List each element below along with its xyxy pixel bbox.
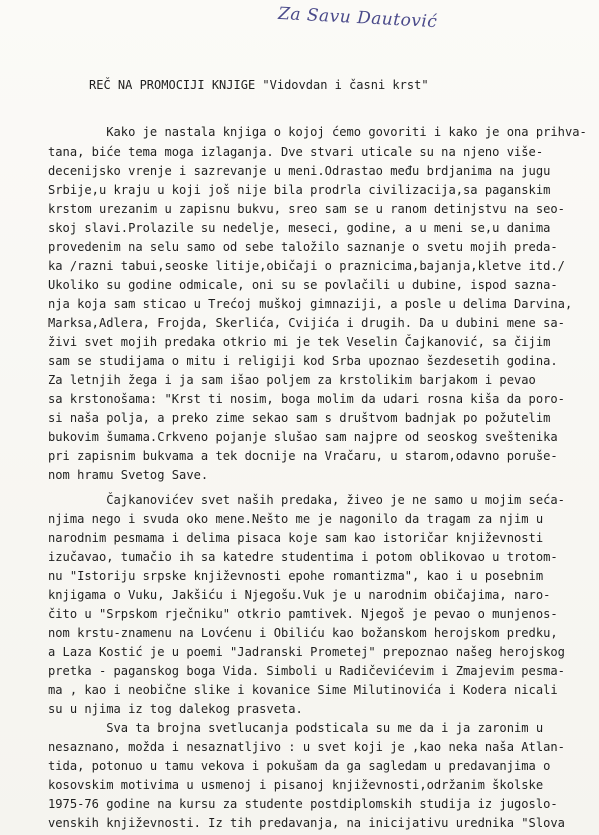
text-line: Čajkanovićev svet naših predaka, živeo je ne samo u mojim seća- [48,493,565,507]
text-line: Marksa,Adlera, Frojda, Skerlića, Cvijića i drugih. Da u dubini mene sa- [48,316,565,330]
text-line: su u njima iz tog dalekog prasveta. [48,702,303,716]
text-line: narodnim pesmama i delima pisaca koje sam kao istoričar književnosti [48,531,544,545]
document-title: REČ NA PROMOCIJI KNJIGE "Vidovdan i časni krst" [89,78,429,92]
text-line: a Laza Kostić je u poemi "Jadranski Prometej" prepoznao našeg herojskog [48,645,565,659]
text-line: Srbije,u kraju u koji još nije bila prodrla civilizacija,sa paganskim [48,183,551,197]
text-line: knjigama o Vuku, Jakšiću i Njegošu.Vuk je u narodnim običajima, naro- [48,588,551,602]
text-line: krstom urezanim u zapisnu bukvu, sreo sam se u ranom detinjstvu na seo- [48,202,565,216]
text-line: kosovskim motivima u usmenoj i pisanoj književnosti,održanim školske [48,778,544,792]
text-line: tana, biće tema moga izlaganja. Dve stvari uticale su na njeno više- [48,145,544,159]
text-line: nom hramu Svetog Save. [48,468,209,482]
text-line: sam se studijama o mitu i religiji kod Srba upoznao šezdesetih godina. [48,354,558,368]
text-line: Ukoliko su godine odmicale, oni su se povlačili u dubine, ispod sazna- [48,278,558,292]
text-line: si naša polja, a preko zime sekao sam s društvom badnjak po požutelim [48,411,551,425]
text-line: nu "Istoriju srpske književnosti epohe romantizma", kao i u posebnim [48,569,544,583]
text-line: ma , kao i neobične slike i kovanice Sime Milutinovića i Kodera nicali [48,683,558,697]
text-line: pri zapisnim bukvama a tek docnije na Vračaru, u starom,odavno poruše- [48,449,558,463]
text-line: pretka - paganskog boga Vida. Simboli u Radičevićevim i Zmajevim pesma- [48,664,565,678]
text-line: skoj slavi.Prolazile su nedelje, meseci, godine, a u meni se,u danima [48,221,551,235]
text-line: živi svet mojih predaka otkrio mi je tek Veselin Čajkanović, sa čijim [48,335,551,349]
text-line: venskih književnosti. Iz tih predavanja, na inicijativu urednika "Slova [48,816,565,830]
text-line: decenijsko vrenje i sazrevanje u meni.Odrastao među brdjanima na jugu [48,164,551,178]
text-line: nja koja sam sticao u Trećoj muškoj gimnaziji, a posle u delima Darvina, [48,297,573,311]
text-line: Za letnjih žega i ja sam išao poljem za krstolikim barjakom i pevao [48,373,536,387]
text-line: sa krstonošama: "Krst ti nosim, boga molim da udari rosna kiša da poro- [48,392,565,406]
text-line: Sva ta brojna svetlucanja podsticala su me da i ja zaronim u [48,721,544,735]
text-line: izučavao, tumačio ih sa katedre studentima i potom oblikovao u trotom- [48,550,558,564]
text-line: tida, potonuo u tamu vekova i pokušam da ga sagledam u predavanjima o [48,759,551,773]
text-line: nesaznano, možda i nesaznatljivo : u svet koji je ,kao neka naša Atlan- [48,740,565,754]
text-line: provedenim na selu samo od sebe taložilo saznanje o svetu mojih preda- [48,240,558,254]
text-line: bukovim šumama.Crkveno pojanje slušao sam najpre od seoskog sveštenika [48,430,558,444]
text-line: Kako je nastala knjiga o kojoj ćemo govoriti i kako je ona prihva- [48,125,587,139]
handwritten-dedication: Za Savu Dautović [277,3,438,33]
text-line: njima nego i svuda oko mene.Nešto me je nagonilo da tragam za njim u [48,512,544,526]
text-line: ka /razni tabui,seoske litije,običaji o praznicima,bajanja,kletve itd./ [48,259,565,273]
text-line: čito u "Srpskom rječniku" otkrio pamtivek. Njegoš je pevao o munjenos- [48,607,558,621]
text-line: nom krstu-znamenu na Lovćenu i Obiliću kao božanskom herojskom predku, [48,626,558,640]
text-line: 1975-76 godine na kursu za studente postdiplomskih studija iz jugoslo- [48,797,558,811]
